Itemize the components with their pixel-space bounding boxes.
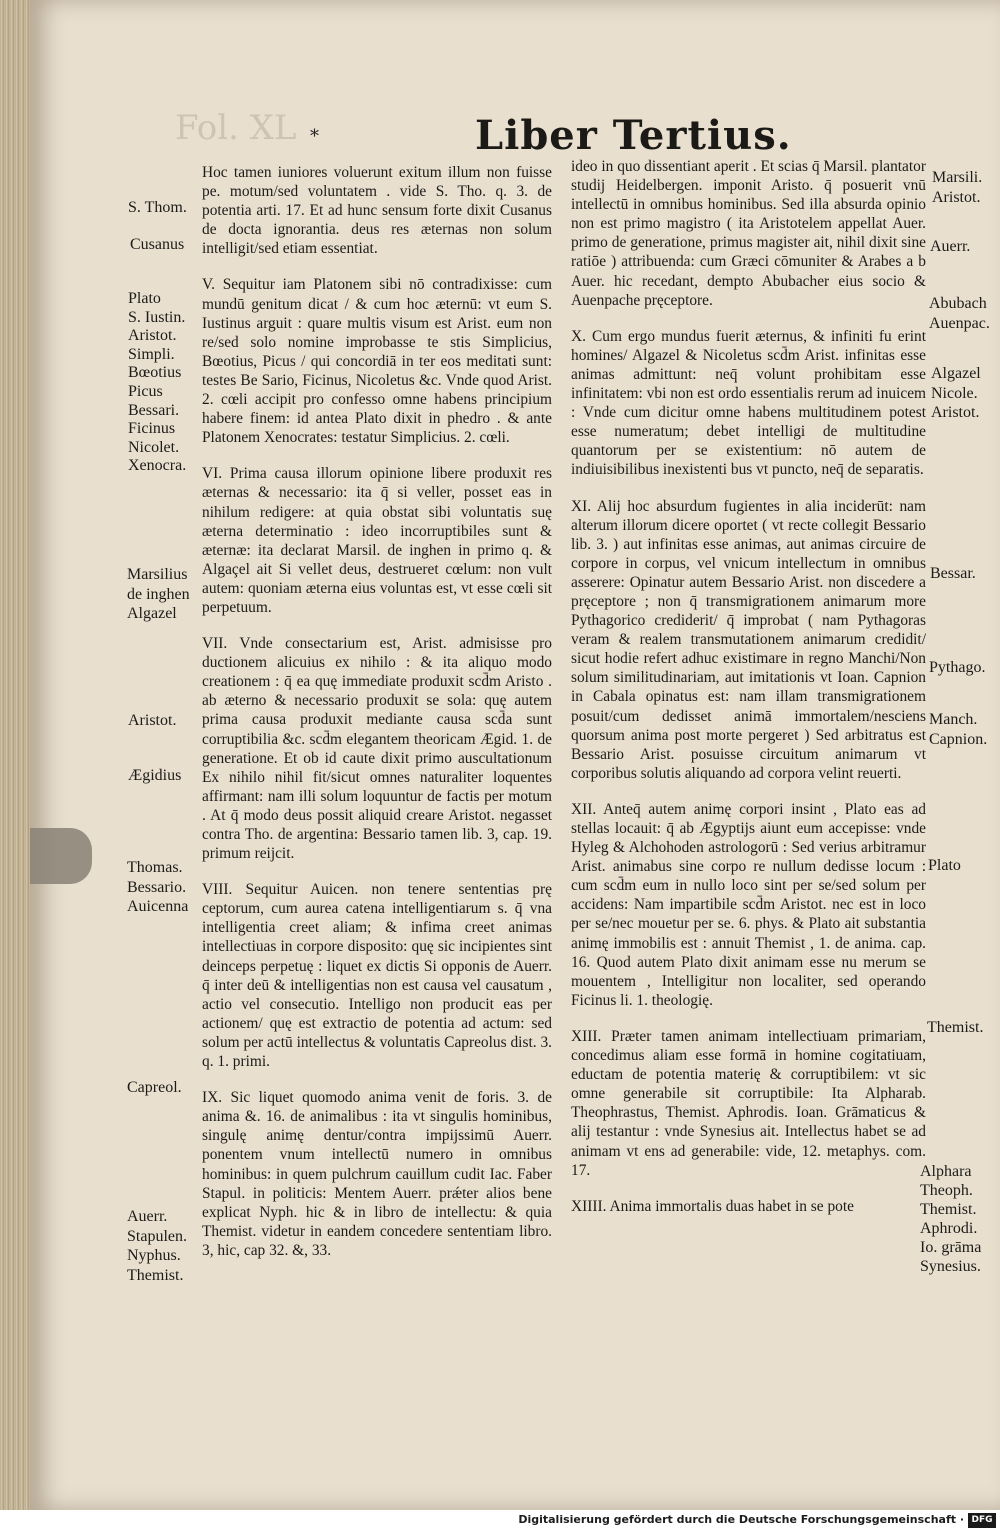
margin-note: Aristot. bbox=[128, 712, 177, 729]
right-text-column bbox=[571, 157, 926, 1233]
margin-note: Auerr. bbox=[930, 238, 971, 255]
margin-note: Thomas. Bessario. Auicenna bbox=[127, 859, 189, 915]
margin-note: Pythago. bbox=[929, 659, 986, 676]
margin-note: Marsilius de inghen Algazel bbox=[127, 566, 190, 622]
asterism-mark: * bbox=[310, 126, 319, 147]
margin-note: Algazel Nicole. Aristot. bbox=[931, 365, 981, 421]
paragraph: ideo in quo dissentiant aperit . Et scias q̄ Marsil. plantator studij Heidelbergen. imponit Aristo. q̄ posuerit vnū intellectū in omnibus hominibus. Sed illa absurda opinio non est primo magistro ( ita Aristotelem appellat Auer. primo de generatione, primus magister ait, nihil dixit sine ratiōe ) attribuenda: cum Græci cōmuniter & Arabes a b Auer. hic recedant, dempto Abubacher eius socio & Auenpache pręceptore. bbox=[571, 158, 926, 309]
margin-note: Bessar. bbox=[930, 565, 976, 582]
running-head: Liber Tertius. bbox=[475, 112, 792, 159]
margin-note: Plato bbox=[928, 857, 961, 874]
paragraph: V. Sequitur iam Platonem sibi nō contradixisse: cum mundū genitum dicat / & cum hoc æternū: vt eum S. Iustinus arguit : quare multis visum est Arist. eum non re/sed solo nomine improbasse te stis Simplicius, Bœotius, Picus / qui concordiā in ter eos meditati sunt: testes Be Sario, Ficinus, Nicoletus &c. Vnde quod Arist. 2. cœli accipit pro confesso omne habens principium habere finem: id antea Plato dixit in phedro . & ante Platonem Xenocrates: testatur Simplicius. 2. cœli. bbox=[202, 276, 552, 447]
margin-note: Manch. Capnion. bbox=[929, 711, 988, 748]
margin-note: Ægidius bbox=[128, 767, 182, 784]
paragraph: Hoc tamen iuniores voluerunt exitum illum non fuisse pe. motum/sed voluntatem . vide S. Tho. q. 3. de potentia arti. 17. Et ad hunc sensum forte dixit Cusanus de docta ignorantia. deus res æternas non solum intelligit/sed etiam essentiat. bbox=[202, 164, 552, 258]
paragraph: X. Cum ergo mundus fuerit æternus, & infiniti fu erint homines/ Algazel & Nicoletus scd̄m Arist. infinitas esse animas admittunt: neq̄ volunt prohibitam esse infinitatem: vbi non est ordo essentialis rerum ad inuicem : Vnde cum dicitur omne habens multitudinem potest esse numeratum; debet intelligi de multitudine quantorum per se existentium: nō autem de indiuisibilibus inexistenti bus vt puncto, neq̄ de separatis. bbox=[571, 327, 926, 479]
dfg-logo: DFG bbox=[968, 1513, 996, 1528]
left-text-column bbox=[202, 163, 552, 1277]
book-strap bbox=[30, 828, 92, 884]
margin-note: Abubach Auenpac. bbox=[929, 295, 990, 332]
margin-note: Plato S. Iustin. Aristot. Simpli. Bœotius Picus Bessari. Ficinus Nicolet. Xenocra. bbox=[128, 290, 187, 475]
footer-credit: Digitalisierung gefördert durch die Deutsche Forschungsgemeinschaft · bbox=[518, 1513, 964, 1526]
paragraph: IX. Sic liquet quomodo anima venit de foris. 3. de anima &. 16. de animalibus : ita vt singulis hominibus, singulę animę dentur/contra impijssimū Auerr. ponentem vnum intellectū numero in omnibus hominibus: in quem pulchrum cauillum cudit Iac. Faber Stapul. in politicis: Mentem Auerr. prǽter alios bene explicat Nyph. hic & in libro de intellectu: & quia Themist. videtur in eandem concedere sententiam libro. 3, hic, cap 32. &, 33. bbox=[202, 1089, 552, 1259]
paragraph: XIIII. Anima immortalis duas habet in se pote bbox=[571, 1197, 854, 1215]
margin-note: Alphara Theoph. Themist. Aphrodi. Io. grāma Synesius. bbox=[920, 1163, 982, 1275]
paragraph: VI. Prima causa illorum opinione libere produxit res æternas & necessario: ita q̄ si veller, posset eas in nihilum redigere: at quia obstat sibi voluntatis suę æterna determinatio : ideo incorruptibiles sunt & æternæ: ita declarat Marsil. de inghen in primo q. & Algaçel ait Si vellet deus, destrueret cœlum: non vult autem: quoniam æterna eius voluntas est, vt esse cœli sit perpetuum. bbox=[202, 465, 552, 616]
digitization-footer bbox=[0, 1510, 1000, 1532]
margin-note: Themist. bbox=[927, 1019, 984, 1036]
bleed-through-text: Fol. XL bbox=[175, 108, 297, 148]
paragraph: VII. Vnde consectarium est, Arist. admisisse pro ductionem alicuius ex nihilo : & ita aliquo modo creationem : q̄ ea quę immediate produxit scd̄m Aristo . ab æterno & necessario produxit se sola: quę autem prima causa produxit mediante causa scd̄a sunt corruptibilia &c. scd̄m elegantem theoricam Ægid. 1. de generatione. Et ob id caute dixit primo auscultationum Ex nihilo nihil fit/sicut omnes naturaliter loquentes affirmant: nam illi solum loquuntur de factis per motum . At q̄ modo deus possit aliquid creare Aristot. negasset contra Tho. de argentina: Bessario tamen lib. 3, cap. 19. primum reijcit. bbox=[202, 635, 552, 863]
paragraph: XIII. Præter tamen animam intellectiuam primariam, concedimus aliam esse formā in homine cogitatiuam, eductam de potentia materię & corruptibilem: vt sic omne generabile sit corruptibile: Ita Alpharab. Theophrastus, Themist. Aphrodis. Ioan. Grāmaticus & alij testantur : vnde Synesius ait. Intellectus habet se ad animam vt ens ad generabile: vide, 12. metaphys. com. 17. bbox=[571, 1027, 926, 1179]
margin-note: Cusanus bbox=[130, 236, 185, 253]
margin-note: Capreol. bbox=[127, 1079, 182, 1096]
margin-note: Auerr. Stapulen. Nyphus. Themist. bbox=[127, 1208, 187, 1284]
margin-note: S. Thom. bbox=[128, 199, 187, 216]
paragraph: VIII. Sequitur Auicen. non tenere sententias prę ceptorum, cum aurea catena intelligentiarum s. q̄ vna intelligentia creet aliam; & infima creet animas intellectiuas in corpore disposito: quę sic incipientes sint deinceps perpetuę : liquet ex dictis Si opponis de Auerr. q̄ inter deū & intelligentias non est causa vel causatum , actio vel consecutio. Intelligo non producit eas per actionem/ quę est extractio de potentia ad actum: sed solum per actū intellectus & voluntatis Capreolus dist. 3. q. 1. primi. bbox=[202, 881, 552, 1071]
paragraph: XII. Anteq̄ autem animę corpori insint , Plato eas ad stellas locauit: q̄ ab Ægyptijs aiunt eum accepisse: vnde Hyleg & Alchohoden astrologorū : Sed verius arbitramur Arist. animabus sine corpo re nullum dedisse locum : cum scd̄m eum in nullo loco sint per se/sed solum per accidens: Nam impartibile scd̄m Aristot. nec est in loco per se/nec mouetur per se. 6. phys. & Plato ait substantia animę immobilis est : annuit Themist , 1. de anima. cap. 16. Quod autem Plato dixit animam esse nu merum se mouentem , Intelligitur non localiter, sed operando Ficinus li. 1. theologię. bbox=[571, 800, 926, 1009]
paragraph: XI. Alij hoc absurdum fugientes in alia inciderūt: nam alterum illorum dicere oportet ( vt recte collegit Bessario lib. 3. ) aut infinitas esse animas, aut animas circuire de corpore in corpus, vel vnicum intellectum in omnibus asserere: Opinatur autem Bessario Arist. non discedere a pręceptore ; non q̄ transmigrationem animarum more Pythagorico crediderit/ q̄ improbat ( nam Pythagoras veram & realem transmutationem animarum credidit/ sicut hodie refert adhuc existimare in regno Manchi/Non solum similitudinariam, aut imitationis vt Ioan. Capnion in Cabala opinatus est: nam illam transmigrationem posuit/cum dedisset animā immortalem/nesciens quorsum anima post morte pergeret ) Sed arbitratus est Bessario Arist. posuisse circuitum animarum vt corporibus solutis aliquando ad corpora velint reuerti. bbox=[571, 497, 926, 782]
margin-note: Marsili. Aristot. bbox=[932, 169, 983, 206]
